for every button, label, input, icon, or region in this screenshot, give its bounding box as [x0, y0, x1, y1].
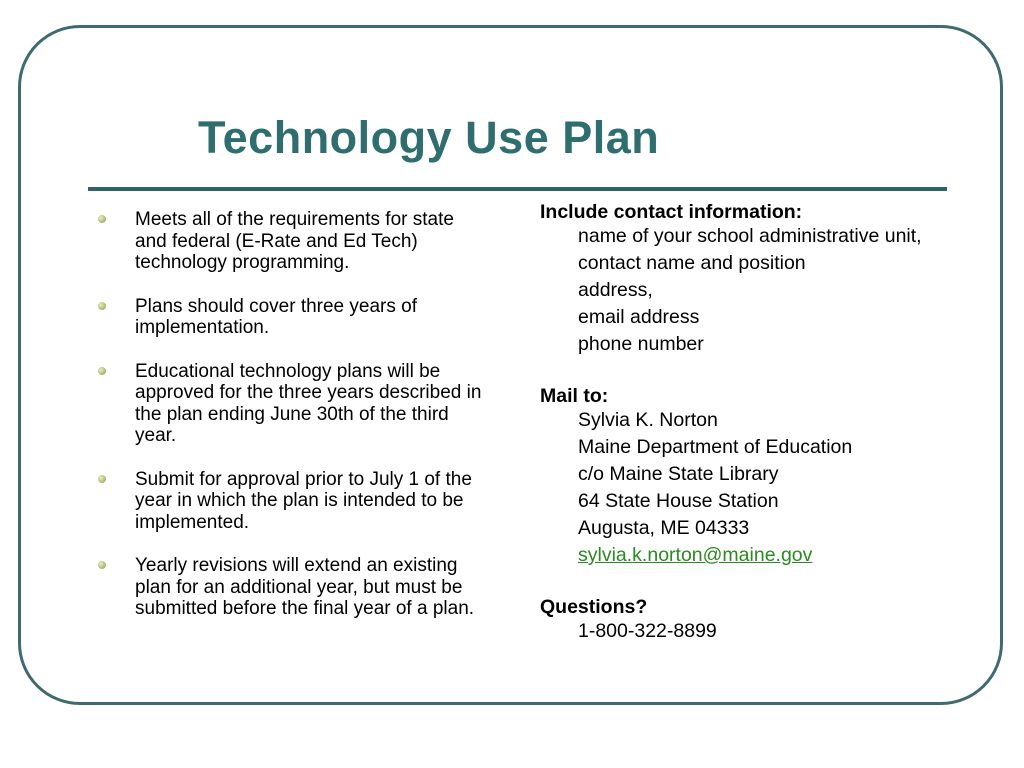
- contact-heading: Include contact information:: [540, 201, 803, 223]
- bullet-icon: [98, 215, 106, 223]
- list-item: [98, 209, 488, 274]
- mail-line: 64 State House Station: [578, 490, 779, 512]
- section-spacer: [540, 572, 960, 594]
- mail-line: Sylvia K. Norton: [578, 409, 718, 431]
- contact-item: contact name and position: [578, 252, 806, 274]
- list-item-text: Plans should cover three years of implementation.: [135, 295, 417, 338]
- bullet-icon: [98, 367, 106, 375]
- mail-heading: Mail to:: [540, 385, 609, 407]
- bullet-icon: [98, 302, 106, 310]
- list-item: [98, 296, 488, 339]
- list-item-text: Educational technology plans will be approved for the three years described in the plan ending June 30th of the third year.: [135, 360, 482, 446]
- contact-item: phone number: [578, 333, 704, 355]
- section-spacer: [540, 361, 960, 383]
- bullet-icon: [98, 561, 106, 569]
- mail-line: Augusta, ME 04333: [578, 517, 750, 539]
- email-link[interactable]: sylvia.k.norton@maine.gov: [578, 544, 813, 566]
- phone-number: 1-800-322-8899: [578, 620, 717, 642]
- list-item: [98, 361, 488, 447]
- mail-line: Maine Department of Education: [578, 436, 853, 458]
- email-line: [540, 545, 960, 567]
- mail-line: c/o Maine State Library: [578, 463, 779, 485]
- list-item-text: Meets all of the requirements for state and federal (E-Rate and Ed Tech) technology programming.: [135, 209, 454, 273]
- contact-item: name of your school administrative unit,: [578, 225, 922, 247]
- list-item: [98, 555, 488, 620]
- contact-item: email address: [578, 306, 700, 328]
- contact-panel: [540, 199, 960, 648]
- title-divider: [88, 187, 947, 191]
- requirements-list: [98, 209, 488, 642]
- list-item-text: Yearly revisions will extend an existing plan for an additional year, but must be submitted before the final year of a plan.: [135, 555, 475, 619]
- list-item-text: Submit for approval prior to July 1 of the year in which the plan is intended to be implemented.: [135, 468, 472, 533]
- questions-heading: Questions?: [540, 596, 648, 618]
- bullet-icon: [98, 475, 106, 483]
- slide-title: Technology Use Plan: [198, 112, 660, 163]
- contact-item: address,: [578, 279, 653, 301]
- list-item: [98, 469, 488, 534]
